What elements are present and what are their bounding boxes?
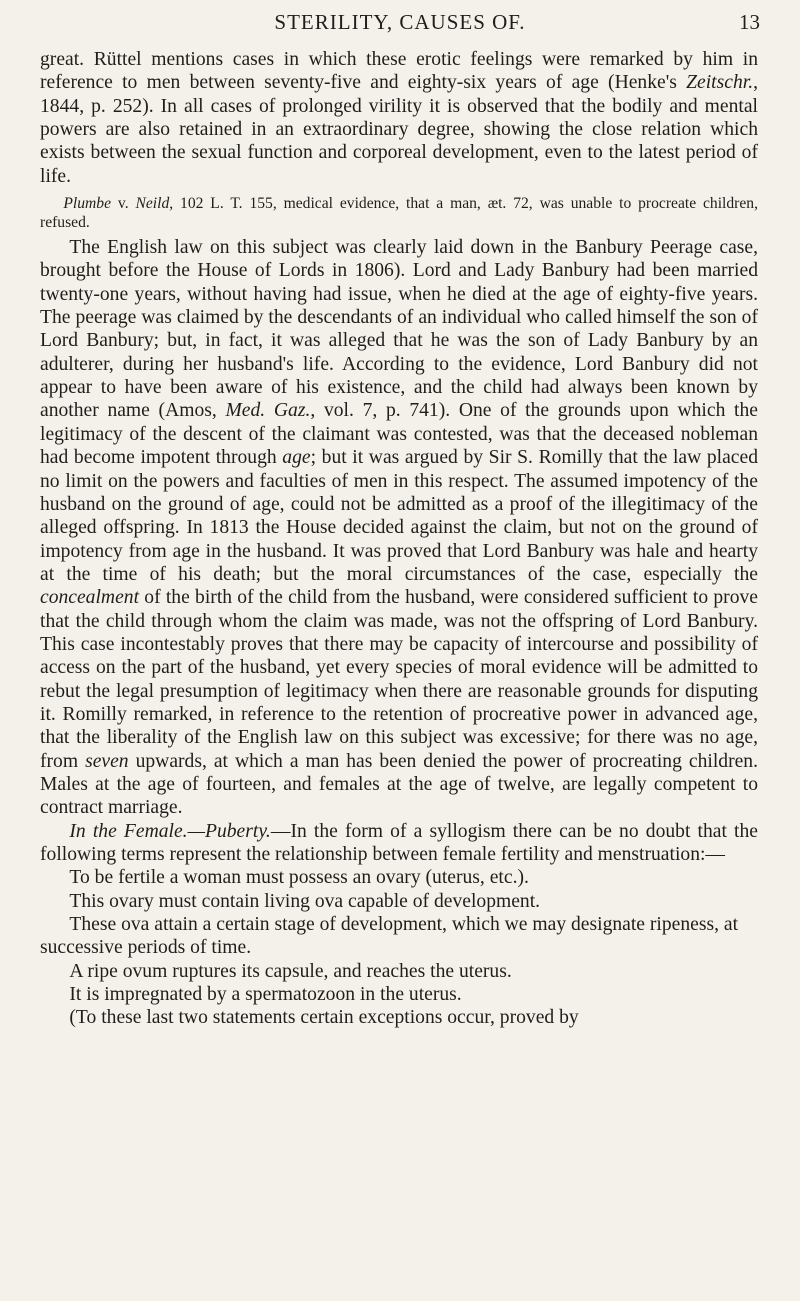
- page-header: [0, 10, 800, 40]
- paragraph-banbury-peerage: The English law on this subject was clearly laid down in the Banbury Peerage case, brought before the House of Lords in 1806). Lord and Lady Banbury had been married twenty-one years, without having had issue, when he died at the age of eighty-five years. The peerage was claimed by the descendants of an individual who called himself the son of Lord Banbury; but, in fact, it was alleged that he was the son of Lady Banbury by an adulterer, during her husband's life. According to the evidence, Lord Banbury did not appear to have been aware of his existence, and the child had always been known by another name (Amos, Med. Gaz., vol. 7, p. 741). One of the grounds upon which the legitimacy of the descent of the claimant was contested, was that the deceased nobleman had become impotent through age; but it was argued by Sir S. Romilly that the law placed no limit on the powers and faculties of men in this respect. The assumed impotency of the husband on the ground of age, could not be admitted as a proof of the illegitimacy of the alleged offspring. In 1813 the House decided against the claim, but not on the ground of impotency from age in the husband. It was proved that Lord Banbury was hale and hearty at the time of his death; but the moral circumstances of the case, especially the concealment of the birth of the child from the husband, were considered sufficient to prove that the child through whom the claim was made, was not the offspring of Lord Banbury. This case incontestably proves that there may be capacity of intercourse and possibility of access on the part of the husband, yet every species of moral evidence will be admitted to rebut the legal presumption of legitimacy when there are reasonable grounds for disputing it. Romilly remarked, in reference to the retention of procreative power in advanced age, that the liberality of the English law on this subject was excessive; for there was no age, from seven upwards, at which a man has been denied the power of procreating children. Males at the age of fourteen, and females at the age of twelve, are legally competent to contract marriage.: [40, 237, 758, 819]
- paragraph-prolonged-virility: great. Rüttel mentions cases in which these erotic feelings were remarked by him in reference to men between seventy-five and eighty-six years of age (Henke's Zeitschr., 1844, p. 252). In all cases of prolonged virility it is observed that the bodily and mental powers are also retained in an extraordinary degree, showing the close relation which exists between the sexual function and corporeal development, even to the latest period of life.: [40, 49, 758, 187]
- list-item: A ripe ovum ruptures its capsule, and reaches the uterus.: [69, 960, 512, 982]
- paragraph-female-puberty: In the Female.—Puberty.—In the form of a syllogism there can be no doubt that the following terms represent the relationship between female fertility and menstruation:—: [40, 820, 758, 865]
- legal-case-note: Plumbe v. Neild, 102 L. T. 155, medical evidence, that a man, æt. 72, was unable to procreate children, refused.: [40, 195, 758, 232]
- page-body: [40, 48, 758, 1030]
- list-item: This ovary must contain living ova capable of development.: [69, 890, 541, 912]
- list-item: These ova attain a certain stage of development, which we may designate ripeness, at successive periods of time.: [40, 914, 739, 959]
- page-number: 13: [739, 10, 760, 34]
- fertility-terms-list: [40, 866, 758, 1029]
- list-item: (To these last two statements certain exceptions occur, proved by: [69, 1007, 579, 1029]
- list-item: To be fertile a woman must possess an ovary (uterus, etc.).: [69, 867, 529, 889]
- running-head: STERILITY, CAUSES OF.: [274, 10, 526, 34]
- list-item: It is impregnated by a spermatozoon in the uterus.: [69, 984, 462, 1006]
